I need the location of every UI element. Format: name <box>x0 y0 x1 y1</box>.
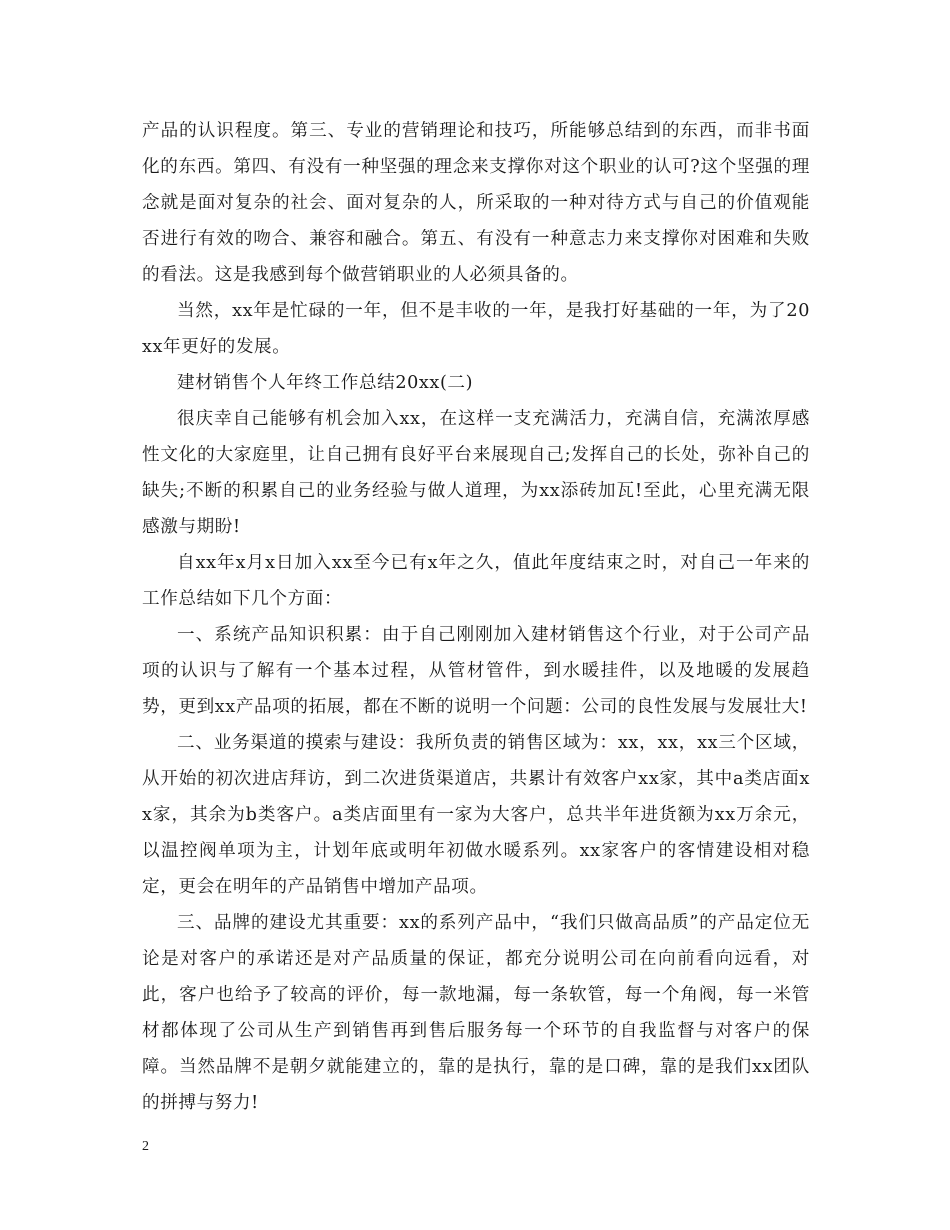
document-body <box>142 113 810 1121</box>
paragraph-3: 很庆幸自己能够有机会加入xx，在这样一支充满活力，充满自信，充满浓厚感性文化的大家庭里，让自己拥有良好平台来展现自己;发挥自己的长处，弥补自己的缺失;不断的积累自己的业务经验与做人道理，为xx添砖加瓦!至此，心里充满无限感激与期盼! <box>142 409 810 537</box>
paragraph-4: 自xx年x月x日加入xx至今已有x年之久，值此年度结束之时，对自己一年来的工作总结如下几个方面： <box>142 553 810 609</box>
paragraph-1: 产品的认识程度。第三、专业的营销理论和技巧，所能够总结到的东西，而非书面化的东西。第四、有没有一种坚强的理念来支撑你对这个职业的认可?这个坚强的理念就是面对复杂的社会、面对复杂的人，所采取的一种对待方式与自己的价值观能否进行有效的吻合、兼容和融合。第五、有没有一种意志力来支撑你对困难和失败的看法。这是我感到每个做营销职业的人必须具备的。 <box>142 121 810 285</box>
paragraph-7: 三、品牌的建设尤其重要：xx的系列产品中，“我们只做高品质”的产品定位无论是对客户的承诺还是对产品质量的保证，都充分说明公司在向前看向远看，对此，客户也给予了较高的评价，每一款地漏，每一条软管，每一个角阀，每一米管材都体现了公司从生产到销售再到售后服务每一个环节的自我监督与对客户的保障。当然品牌不是朝夕就能建立的，靠的是执行，靠的是口碑，靠的是我们xx团队的拼搏与努力! <box>142 913 810 1113</box>
page-number: 2 <box>142 1139 149 1154</box>
paragraph-5: 一、系统产品知识积累：由于自己刚刚加入建材销售这个行业，对于公司产品项的认识与了解有一个基本过程，从管材管件，到水暖挂件，以及地暖的发展趋势，更到xx产品项的拓展，都在不断的说明一个问题：公司的良性发展与发展壮大! <box>142 625 810 717</box>
paragraph-2: 当然，xx年是忙碌的一年，但不是丰收的一年，是我打好基础的一年，为了20xx年更好的发展。 <box>142 301 810 357</box>
section-heading: 建材销售个人年终工作总结20xx(二) <box>177 373 474 393</box>
paragraph-6: 二、业务渠道的摸索与建设：我所负责的销售区域为：xx，xx，xx三个区域，从开始的初次进店拜访，到二次进货渠道店，共累计有效客户xx家，其中a类店面xx家，其余为b类客户。a类店面里有一家为大客户，总共半年进货额为xx万余元，以温控阀单项为主，计划年底或明年初做水暖系列。xx家客户的客情建设相对稳定，更会在明年的产品销售中增加产品项。 <box>142 733 810 897</box>
